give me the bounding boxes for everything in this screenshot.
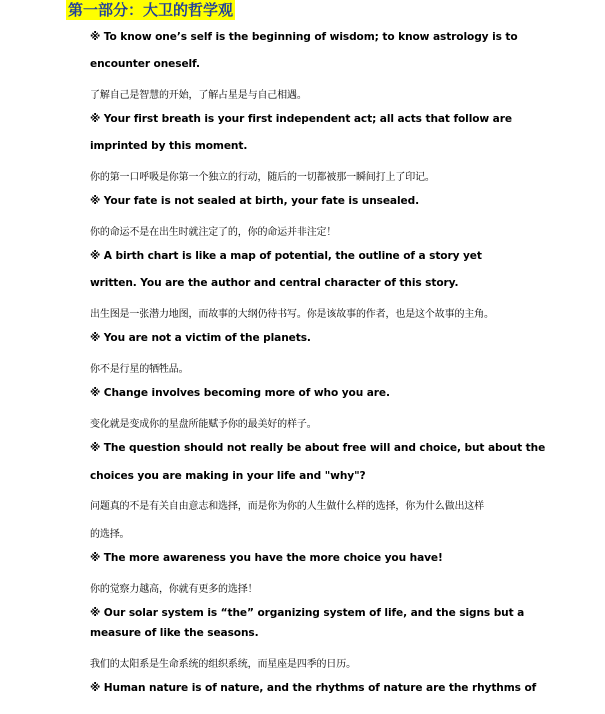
- quote-en-9-line-1: ※ Our solar system is “the” organizing system of life, and the signs but a: [90, 607, 525, 619]
- quote-en-1-line-1: ※ To know one’s self is the beginning of wisdom; to know astrology is to: [90, 31, 518, 43]
- quote-zh-7-line-2: 的选择。: [90, 529, 130, 540]
- quote-en-9-line-2: measure of like the seasons.: [90, 627, 259, 639]
- quote-zh-9-line-1: 我们的太阳系是生命系统的组织系统，而星座是四季的日历。: [90, 659, 356, 670]
- quote-en-8-line-1: ※ The more awareness you have the more choice you have!: [90, 552, 443, 564]
- quote-en-5-line-1: ※ You are not a victim of the planets.: [90, 332, 311, 344]
- quote-zh-2-line-1: 你的第一口呼吸是你第一个独立的行动，随后的一切都被那一瞬间打上了印记。: [90, 172, 435, 183]
- quote-en-7-line-2: choices you are making in your life and "why"?: [90, 470, 366, 482]
- quote-en-4-line-1: ※ A birth chart is like a map of potential, the outline of a story yet: [90, 250, 482, 262]
- quote-en-2-line-1: ※ Your first breath is your first independent act; all acts that follow are: [90, 113, 512, 125]
- quote-en-6-line-1: ※ Change involves becoming more of who you are.: [90, 387, 390, 399]
- quote-en-7-line-1: ※ The question should not really be about free will and choice, but about the: [90, 442, 546, 454]
- quote-en-2-line-2: imprinted by this moment.: [90, 140, 248, 152]
- quote-en-10-line-1: ※ Human nature is of nature, and the rhythms of nature are the rhythms of: [90, 682, 537, 694]
- quote-zh-3-line-1: 你的命运不是在出生时就注定了的，你的命运并非注定！: [90, 227, 337, 238]
- section-title: 第一部分：大卫的哲学观: [68, 1, 234, 19]
- quote-zh-7-line-1: 问题真的不是有关自由意志和选择，而是你为你的人生做什么样的选择，你为什么做出这样: [90, 501, 484, 512]
- quote-en-1-line-2: encounter oneself.: [90, 58, 200, 70]
- quote-zh-5-line-1: 你不是行星的牺牲品。: [90, 364, 189, 375]
- quote-zh-4-line-1: 出生图是一张潜力地图，而故事的大纲仍待书写。你是该故事的作者，也是这个故事的主角。: [90, 309, 494, 320]
- quote-en-4-line-2: written. You are the author and central character of this story.: [90, 277, 459, 289]
- quote-zh-8-line-1: 你的觉察力越高，你就有更多的选择！: [90, 584, 258, 595]
- quote-zh-1-line-1: 了解自己是智慧的开始，了解占星是与自己相遇。: [90, 90, 307, 101]
- quote-zh-6-line-1: 变化就是变成你的星盘所能赋予你的最美好的样子。: [90, 419, 317, 430]
- quote-en-3-line-1: ※ Your fate is not sealed at birth, your fate is unsealed.: [90, 195, 419, 207]
